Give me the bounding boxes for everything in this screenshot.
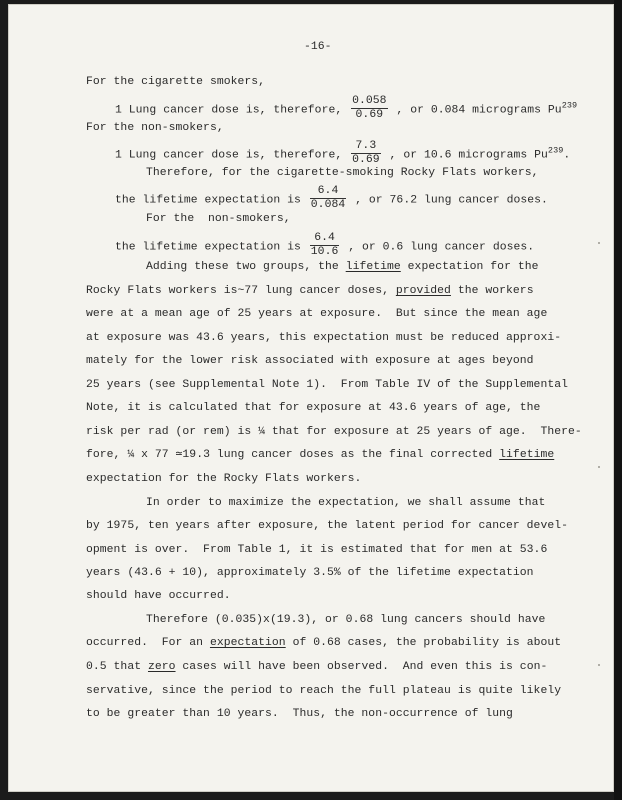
fraction-denominator: 10.6 [310, 246, 339, 258]
underlined-word: provided [395, 285, 451, 297]
text-span: cases will have been observed. And even this is con- [175, 661, 548, 673]
fraction [310, 232, 340, 259]
fraction [351, 95, 387, 122]
text-line: years (43.6 + 10), approximately 3.5% of the lifetime expectation [86, 567, 534, 579]
equation-line [115, 233, 534, 260]
text-line: by 1975, ten years after exposure, the latent period for cancer devel- [86, 520, 568, 532]
text-line: to be greater than 10 years. Thus, the non-occurrence of lung [86, 708, 513, 720]
text-span: Rocky Flats workers is~77 lung cancer doses, [86, 285, 396, 297]
underlined-word: zero [147, 661, 176, 673]
equation-text: , or 10.6 micrograms Pu [382, 149, 548, 162]
equation-line [115, 96, 577, 123]
equation-text: , or 76.2 lung cancer doses. [348, 194, 548, 207]
equation-text: the lifetime expectation is [115, 241, 308, 254]
text-span: the workers [450, 285, 534, 297]
document-page [8, 4, 614, 792]
superscript: 239 [561, 100, 578, 111]
equation-line [115, 141, 570, 168]
text-line [86, 660, 547, 674]
underlined-word: expectation [209, 637, 286, 649]
text-span: 0.5 that [86, 661, 148, 673]
fraction-numerator: 0.058 [352, 95, 387, 107]
text-line [86, 448, 554, 462]
scan-speck [598, 664, 600, 666]
text-span: expectation for the [400, 261, 539, 273]
equation-text: . [563, 149, 571, 162]
text-line: mately for the lower risk associated with exposure at ages beyond [86, 355, 534, 367]
scan-speck [598, 242, 600, 244]
text-span: Adding these two groups, the [146, 261, 346, 273]
text-span: occurred. For an [86, 637, 210, 649]
fraction-denominator: 0.69 [352, 154, 380, 166]
text-line: at exposure was 43.6 years, this expectation must be reduced approxi- [86, 332, 562, 344]
underlined-word: lifetime [499, 449, 555, 461]
text-line: For the non-smokers, [146, 213, 291, 225]
text-line: In order to maximize the expectation, we shall assume that [146, 497, 546, 509]
text-line [86, 284, 534, 298]
text-line: Therefore, for the cigarette-smoking Rocky Flats workers, [146, 167, 539, 179]
equation-text: 1 Lung cancer dose is, therefore, [115, 149, 350, 162]
equation-text: 1 Lung cancer dose is, therefore, [115, 104, 350, 117]
text-line: were at a mean age of 25 years at exposure. But since the mean age [86, 308, 548, 320]
superscript: 239 [547, 145, 564, 156]
text-line: risk per rad (or rem) is ¼ that for exposure at 25 years of age. There- [86, 426, 582, 438]
text-line: For the cigarette smokers, [86, 76, 266, 88]
text-line [146, 260, 539, 274]
page-number: -16- [304, 41, 332, 53]
fraction [310, 185, 346, 212]
scan-speck [598, 466, 600, 468]
text-span: of 0.68 cases, the probability is about [285, 637, 562, 649]
fraction-denominator: 0.69 [355, 109, 384, 121]
scan-border [614, 0, 622, 800]
text-line [86, 636, 561, 650]
text-line: Therefore (0.035)x(19.3), or 0.68 lung cancers should have [146, 614, 546, 626]
equation-text: , or 0.6 lung cancer doses. [341, 241, 535, 254]
fraction-numerator: 7.3 [351, 140, 381, 154]
text-span: fore, ¼ x 77 ≃19.3 lung cancer doses as the final corrected [86, 449, 500, 461]
text-line: should have occurred. [86, 590, 231, 602]
text-line: expectation for the Rocky Flats workers. [86, 473, 362, 485]
fraction-numerator: 6.4 [310, 232, 340, 246]
equation-text: , or 0.084 micrograms Pu [389, 104, 562, 117]
text-line: Note, it is calculated that for exposure at 43.6 years of age, the [86, 402, 541, 414]
text-line: For the non-smokers, [86, 122, 224, 134]
text-line: 25 years (see Supplemental Note 1). From Table IV of the Supplemental [86, 379, 568, 391]
fraction-denominator: 0.084 [310, 199, 346, 211]
underlined-word: lifetime [345, 261, 401, 273]
fraction-numerator: 6.4 [310, 185, 346, 199]
equation-line [115, 186, 548, 213]
text-line: servative, since the period to reach the full plateau is quite likely [86, 685, 562, 697]
text-line: opment is over. From Table 1, it is estimated that for men at 53.6 [86, 544, 548, 556]
equation-text: the lifetime expectation is [115, 194, 308, 207]
fraction [351, 140, 381, 167]
